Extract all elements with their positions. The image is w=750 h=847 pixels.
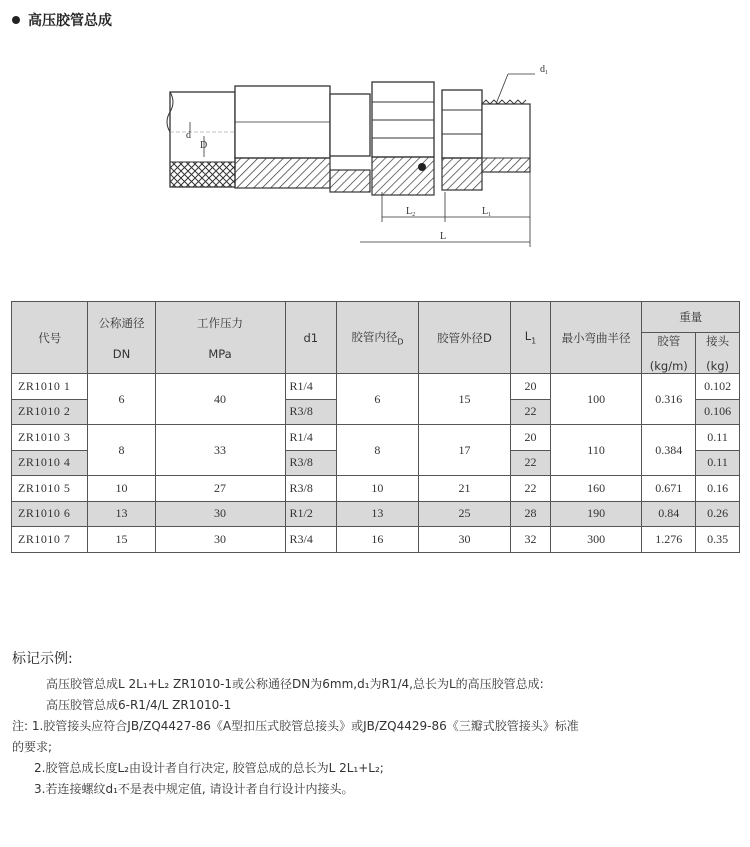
cell-d1: R3/8 (285, 399, 337, 425)
cell-joint: 0.35 (696, 527, 740, 553)
table-row (12, 476, 740, 502)
cell-pressure: 27 (155, 476, 285, 502)
cell-d1: R1/2 (285, 501, 337, 527)
note-1-cont: 的要求; (12, 740, 53, 754)
cell-code: ZR1010 5 (12, 476, 88, 502)
cell-dn: 6 (88, 374, 155, 425)
D-label: D (200, 140, 208, 151)
cell-dn: 10 (88, 476, 155, 502)
d1-label: $d_1$ (540, 64, 548, 76)
cell-code: ZR1010 4 (12, 450, 88, 476)
L-label: L (440, 231, 447, 242)
threaded-end (482, 100, 530, 172)
cell-joint: 0.106 (696, 399, 740, 425)
table-row (12, 527, 740, 553)
header-hose: 胶管 (kg/m) (642, 333, 696, 374)
example-line-1: 高压胶管总成L 2L₁+L₂ ZR1010-1或公称通径DN为6mm,d₁为R1/4,总长为L的高压胶管总成: (46, 677, 544, 691)
cell-hose: 0.84 (642, 501, 696, 527)
note-1: 注: 1.胶管接头应符合JB/ZQ4427-86《A型扣压式胶管总接头》或JB/ZQ4429-86《三瓣式胶管接头》标准 (12, 719, 579, 733)
cell-joint: 0.16 (696, 476, 740, 502)
notes-title: 标记示例: (12, 651, 73, 667)
cell-d1: R3/4 (285, 527, 337, 553)
cell-inner: 6 (337, 374, 419, 425)
cell-l1: 22 (511, 450, 551, 476)
cell-joint: 0.26 (696, 501, 740, 527)
cell-l1: 32 (511, 527, 551, 553)
cell-d1: R3/8 (285, 476, 337, 502)
cell-hose: 1.276 (642, 527, 696, 553)
spec-table (11, 301, 740, 553)
cell-l1: 22 (511, 476, 551, 502)
hex-nut (372, 82, 434, 195)
header-joint: 接头 (kg) (696, 333, 740, 374)
cell-bend: 300 (550, 527, 642, 553)
note-3: 3.若连接螺纹d₁不是表中规定值, 请设计者自行设计内接头。 (34, 782, 354, 796)
cell-l1: 20 (511, 374, 551, 400)
cell-code: ZR1010 7 (12, 527, 88, 553)
cell-dn: 8 (88, 425, 155, 476)
cell-bend: 160 (550, 476, 642, 502)
L2-label: $L_2$ (406, 206, 416, 218)
heading-text: 高压胶管总成 (28, 13, 112, 29)
header-outer: 胶管外径D (418, 302, 510, 374)
notes-section (12, 648, 742, 800)
header-bend: 最小弯曲半径 (550, 302, 642, 374)
bullet-icon (12, 16, 20, 24)
cell-d1: R1/4 (285, 374, 337, 400)
crimp-sleeve (235, 86, 370, 192)
table-row (12, 374, 740, 400)
cell-outer: 17 (418, 425, 510, 476)
cell-bend: 190 (550, 501, 642, 527)
cell-dn: 15 (88, 527, 155, 553)
cell-joint: 0.11 (696, 425, 740, 451)
cell-pressure: 30 (155, 527, 285, 553)
table-row (12, 425, 740, 451)
cell-d1: R3/8 (285, 450, 337, 476)
cell-bend: 110 (550, 425, 642, 476)
header-d1: d1 (285, 302, 337, 374)
cell-hose: 0.316 (642, 374, 696, 425)
cell-inner: 16 (337, 527, 419, 553)
hose-assembly-drawing (160, 52, 560, 252)
header-l1: $L_1$ (511, 302, 551, 374)
cell-pressure: 33 (155, 425, 285, 476)
header-code: 代号 (12, 302, 88, 374)
example-line-2: 高压胶管总成6-R1/4/L ZR1010-1 (46, 698, 232, 712)
cell-joint: 0.102 (696, 374, 740, 400)
table-row (12, 501, 740, 527)
cell-code: ZR1010 2 (12, 399, 88, 425)
header-weight: 重量 (642, 302, 740, 333)
cell-hose: 0.671 (642, 476, 696, 502)
cell-l1: 28 (511, 501, 551, 527)
note-2: 2.胶管总成长度L₂由设计者自行决定, 胶管总成的总长为L 2L₁+L₂; (34, 761, 384, 775)
header-pressure: 工作压力 MPa (155, 302, 285, 374)
cell-inner: 10 (337, 476, 419, 502)
cell-outer: 30 (418, 527, 510, 553)
cell-dn: 13 (88, 501, 155, 527)
cell-outer: 21 (418, 476, 510, 502)
cell-outer: 15 (418, 374, 510, 425)
cell-inner: 8 (337, 425, 419, 476)
cell-code: ZR1010 3 (12, 425, 88, 451)
cell-bend: 100 (550, 374, 642, 425)
cell-l1: 20 (511, 425, 551, 451)
cell-l1: 22 (511, 399, 551, 425)
cell-outer: 25 (418, 501, 510, 527)
d-label: d (186, 130, 191, 141)
cell-code: ZR1010 6 (12, 501, 88, 527)
header-dn: 公称通径 DN (88, 302, 155, 374)
cell-pressure: 40 (155, 374, 285, 425)
cell-inner: 13 (337, 501, 419, 527)
cell-hose: 0.384 (642, 425, 696, 476)
header-inner: 胶管内径$_D$ (337, 302, 419, 374)
L1-label: $L_1$ (482, 206, 492, 218)
adapter-nut (442, 90, 482, 190)
cell-joint: 0.11 (696, 450, 740, 476)
cell-pressure: 30 (155, 501, 285, 527)
cell-d1: R1/4 (285, 425, 337, 451)
cell-code: ZR1010 1 (12, 374, 88, 400)
section-heading (12, 10, 112, 30)
